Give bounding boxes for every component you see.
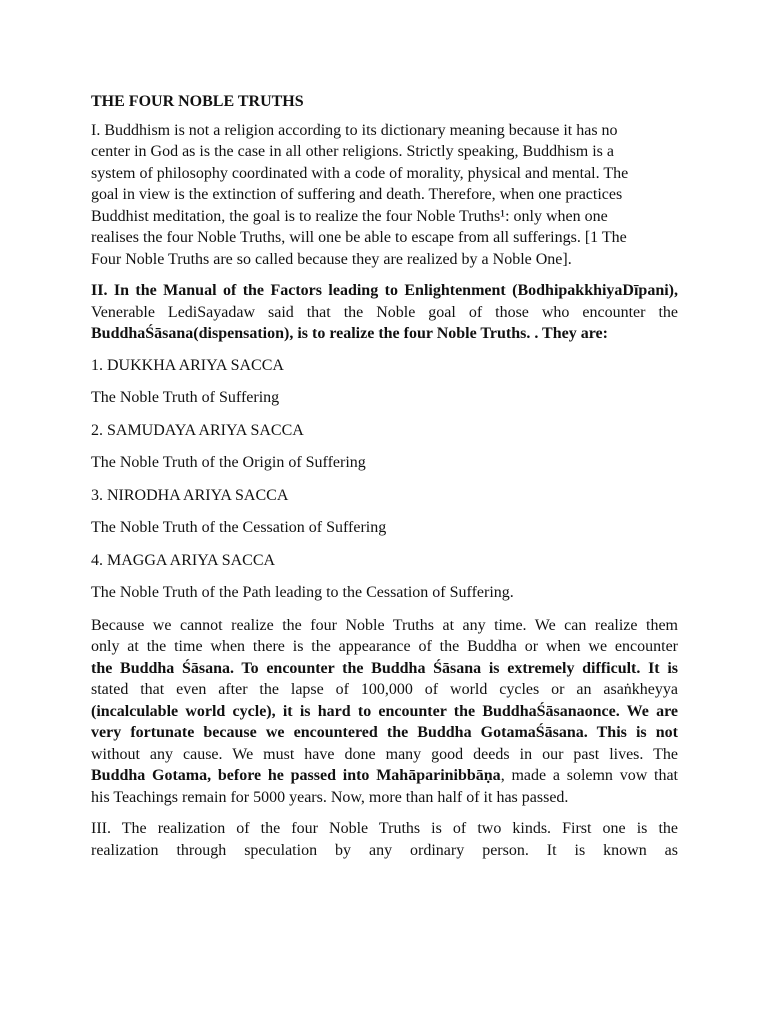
truth-1-name: 1. DUKKHA ARIYA SACCA [91,356,284,374]
because-bold-text: To encounter the Buddha Śāsana is extremely difficult. [234,659,641,677]
section-2-paragraph [91,280,678,345]
section-1-line: system of philosophy coordinated with a code of morality, physical and mental. The [91,164,629,182]
section-3-line: realization through speculation by any ordinary person. It is known as [91,841,678,859]
section-1-line: Four Noble Truths are so called because they are realized by a Noble One]. [91,250,572,268]
because-paragraph [91,615,678,809]
because-bold-text: the Buddha Śāsana. [91,659,235,677]
section-1-paragraph [91,120,678,271]
because-line [91,658,678,680]
because-line [91,722,678,744]
truth-4-name: 4. MAGGA ARIYA SACCA [91,551,276,569]
because-bold-text: Buddha Gotama, before he passed into Mahāparinibbāṇa [91,767,501,784]
document-page [91,91,678,871]
because-bold-text: This is not [587,724,678,741]
because-bold-text: very fortunate because we encountered the Buddha GotamaŚāsana. [91,724,588,741]
section-1-line: goal in view is the extinction of suffering and death. Therefore, when one practices [91,186,623,203]
because-line: (incalculable world cycle), it is hard to encounter the BuddhaŚāsanaonce. We are [91,702,678,720]
section-3-paragraph [91,818,678,861]
because-line [91,765,678,787]
section-1-line: center in God as is the case in all other religions. Strictly speaking, Buddhism is a [91,143,615,160]
section-2-line: II. In the Manual of the Factors leading to Enlightenment (BodhipakkhiyaDīpani), [91,282,678,299]
because-line: only at the time when there is the appearance of the Buddha or when we encounter [91,638,678,655]
section-1-line: I. Buddhism is not a religion according to its dictionary meaning because it has no [91,121,618,139]
because-line: his Teachings remain for 5000 years. Now, more than half of it has passed. [91,788,569,806]
because-plain-text: , made a solemn vow that [500,767,679,784]
truth-3-description: The Noble Truth of the Cessation of Suffering [91,519,387,536]
section-3-line: III. The realization of the four Noble Truths is of two kinds. First one is the [91,820,678,837]
truth-1-description: The Noble Truth of Suffering [91,389,280,406]
section-1-line: realises the four Noble Truths, will one be able to escape from all sufferings. [1 The [91,229,627,246]
because-line: stated that even after the lapse of 100,000 of world cycles or an asaṅkheyya [91,681,678,698]
document-title: THE FOUR NOBLE TRUTHS [91,93,304,110]
truth-2-description: The Noble Truth of the Origin of Suffering [91,454,366,471]
because-line: Because we cannot realize the four Noble Truths at any time. We can realize them [91,616,678,634]
because-bold-text: It is [640,659,678,677]
truth-2-name: 2. SAMUDAYA ARIYA SACCA [91,421,304,439]
section-2-line: BuddhaŚāsana(dispensation), is to realize the four Noble Truths. . They are: [91,325,608,342]
truth-3-name: 3. NIRODHA ARIYA SACCA [91,486,289,504]
truth-4-description: The Noble Truth of the Path leading to the Cessation of Suffering. [91,584,514,601]
because-line: without any cause. We must have done many good deeds in our past lives. The [91,745,678,763]
section-1-line: Buddhist meditation, the goal is to realize the four Noble Truths¹: only when one [91,207,608,225]
section-2-line: Venerable LediSayadaw said that the Noble goal of those who encounter the [91,303,678,321]
